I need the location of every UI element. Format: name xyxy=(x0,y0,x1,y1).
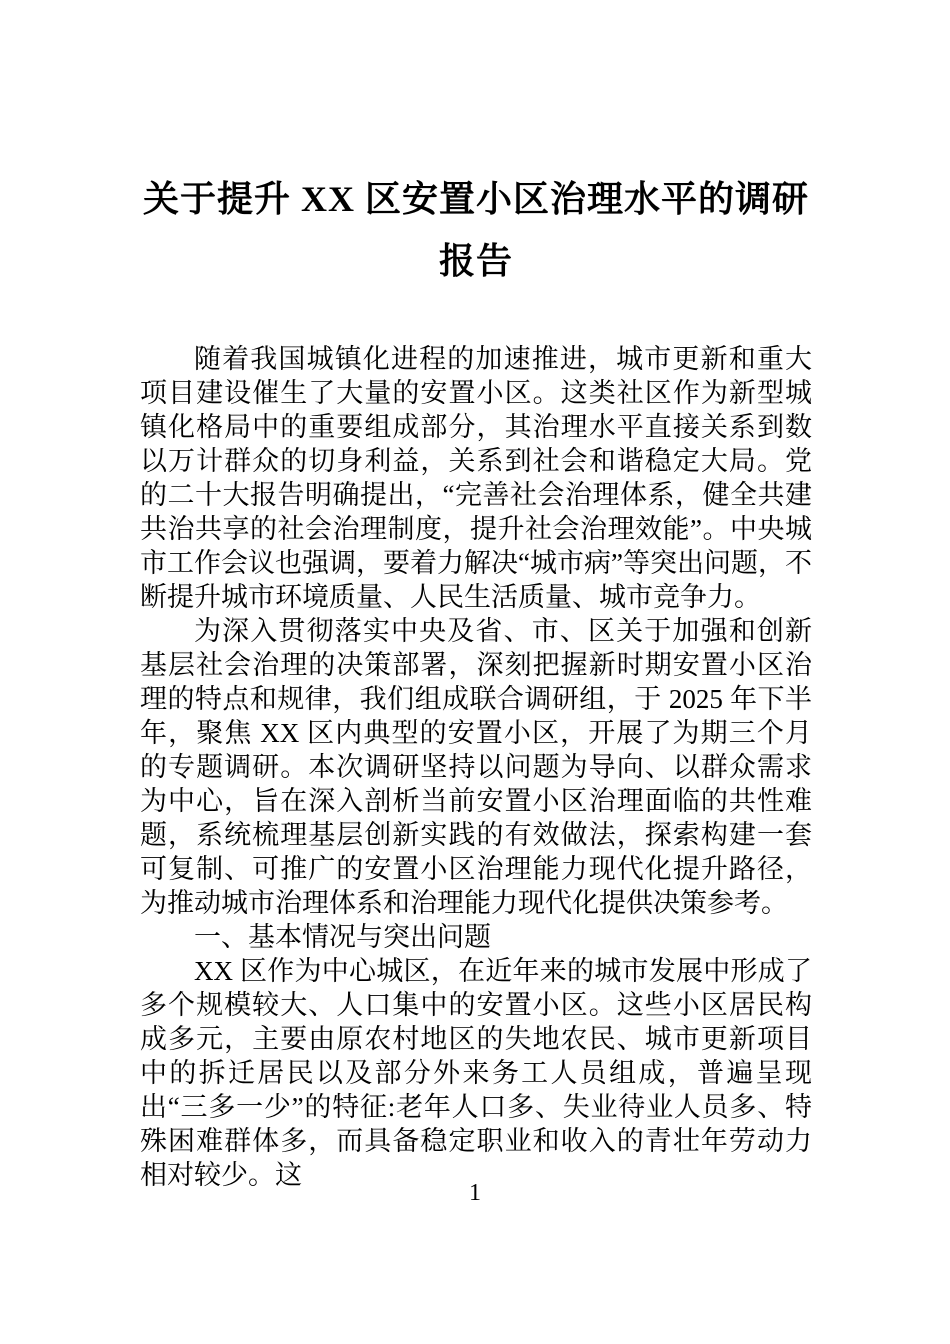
paragraph-intro: 随着我国城镇化进程的加速推进，城市更新和重大项目建设催生了大量的安置小区。这类社区作为新型城镇化格局中的重要组成部分，其治理水平直接关系到数以万计群众的切身利益，关系到社会和谐稳定大局。党的二十大报告明确提出，“完善社会治理体系，健全共建共治共享的社会治理制度，提升社会治理效能”。中央城市工作会议也强调，要着力解决“城市病”等突出问题，不断提升城市环境质量、人民生活质量、城市竞争力。 xyxy=(140,344,812,612)
paragraph-district-overview: XX 区作为中心城区，在近年来的城市发展中形成了多个规模较大、人口集中的安置小区。这些小区居民构成多元，主要由原农村地区的失地农民、城市更新项目中的拆迁居民以及部分外来务工人员组成，普遍呈现出“三多一少”的特征:老年人口多、失业待业人员多、特殊困难群体多，而具备稳定职业和收入的青壮年劳动力相对较少。这 xyxy=(140,956,812,1190)
paragraph-research-background: 为深入贯彻落实中央及省、市、区关于加强和创新基层社会治理的决策部署，深刻把握新时期安置小区治理的特点和规律，我们组成联合调研组，于 2025 年下半年，聚焦 XX 区内典型的安置小区，开展了为期三个月的专题调研。本次调研坚持以问题为导向、以群众需求为中心，旨在深入剖析当前安置小区治理面临的共性难题，系统梳理基层创新实践的有效做法，探索构建一套可复制、可推广的安置小区治理能力现代化提升路径，为推动城市治理体系和治理能力现代化提供决策参考。 xyxy=(140,616,812,918)
document-title: 关于提升 XX 区安置小区治理水平的调研报告 xyxy=(143,179,809,281)
page-number: 1 xyxy=(469,1180,481,1206)
section-heading-basic-situation: 一、基本情况与突出问题 xyxy=(194,922,491,952)
